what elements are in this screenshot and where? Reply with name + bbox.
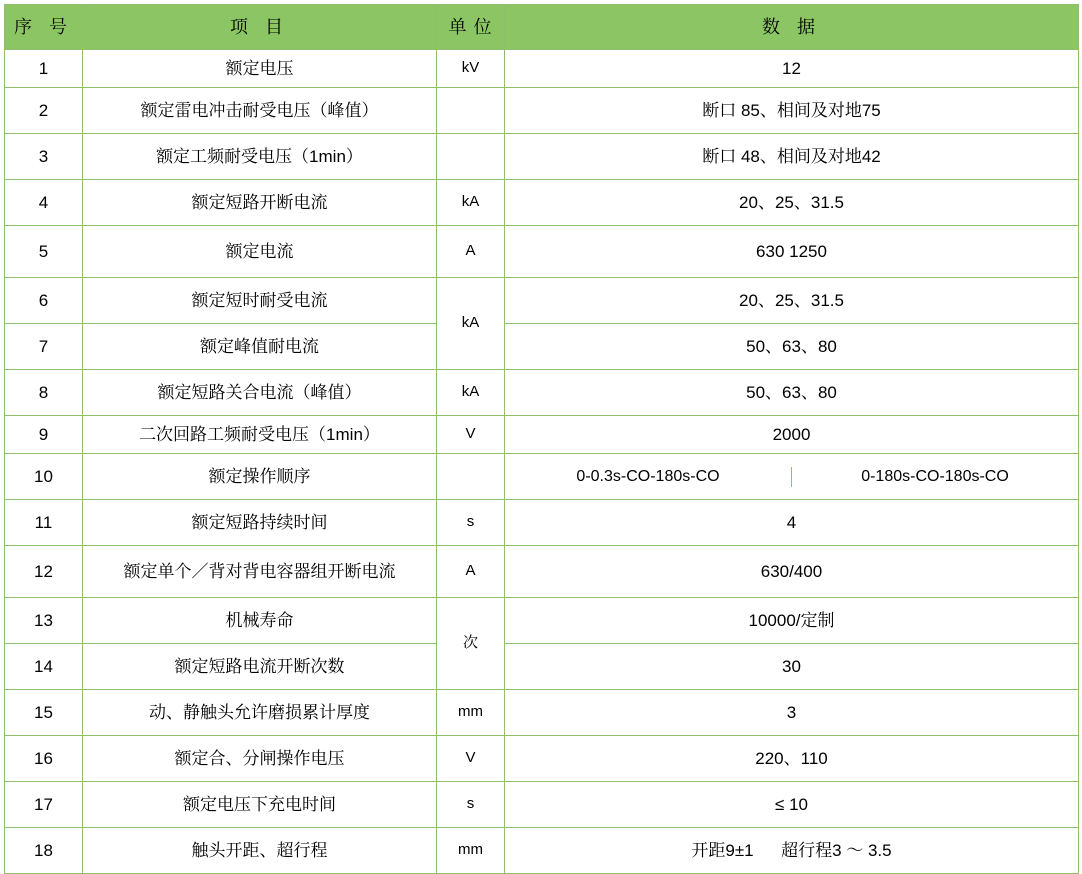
table-row xyxy=(5,226,1079,278)
row-number: 16 xyxy=(5,736,83,782)
row-data: 50、63、80 xyxy=(505,370,1079,416)
row-item: 触头开距、超行程 xyxy=(83,828,437,874)
row-number: 11 xyxy=(5,500,83,546)
row-data: 10000/定制 xyxy=(505,598,1079,644)
row-data-part-a: 开距9±1 xyxy=(691,840,754,860)
row-number: 15 xyxy=(5,690,83,736)
split-data-cell xyxy=(505,467,1078,487)
row-data-right: 0-180s-CO-180s-CO xyxy=(861,467,1009,485)
row-item: 额定短路开断电流 xyxy=(83,180,437,226)
row-unit: mm xyxy=(437,690,505,736)
row-unit: A xyxy=(437,546,505,598)
row-data: 12 xyxy=(505,50,1079,88)
row-number: 10 xyxy=(5,454,83,500)
row-item: 额定短路持续时间 xyxy=(83,500,437,546)
row-number: 7 xyxy=(5,324,83,370)
row-number: 2 xyxy=(5,88,83,134)
row-unit: 次 xyxy=(437,598,505,690)
row-number: 8 xyxy=(5,370,83,416)
row-unit: s xyxy=(437,782,505,828)
header-cell-item: 项 目 xyxy=(83,5,437,50)
row-unit xyxy=(437,454,505,500)
row-unit: kA xyxy=(437,370,505,416)
header-cell-data: 数 据 xyxy=(505,5,1079,50)
row-data: 20、25、31.5 xyxy=(505,180,1079,226)
row-data: 50、63、80 xyxy=(505,324,1079,370)
row-item: 额定雷电冲击耐受电压（峰值） xyxy=(83,88,437,134)
row-number: 17 xyxy=(5,782,83,828)
table-row xyxy=(5,370,1079,416)
row-item: 额定短时耐受电流 xyxy=(83,278,437,324)
row-data-left: 0-0.3s-CO-180s-CO xyxy=(505,467,792,487)
row-item: 额定峰值耐电流 xyxy=(83,324,437,370)
table-row xyxy=(5,134,1079,180)
table-row xyxy=(5,88,1079,134)
row-data: 3 xyxy=(505,690,1079,736)
row-number: 18 xyxy=(5,828,83,874)
table-row xyxy=(5,644,1079,690)
row-data: 2000 xyxy=(505,416,1079,454)
table-row xyxy=(5,690,1079,736)
row-unit xyxy=(437,88,505,134)
row-data xyxy=(505,828,1079,874)
row-number: 9 xyxy=(5,416,83,454)
row-item: 额定操作顺序 xyxy=(83,454,437,500)
row-data xyxy=(505,454,1079,500)
table-row xyxy=(5,454,1079,500)
row-item: 额定短路电流开断次数 xyxy=(83,644,437,690)
row-number: 6 xyxy=(5,278,83,324)
specification-table xyxy=(4,4,1079,874)
row-data: 220、110 xyxy=(505,736,1079,782)
row-item: 额定合、分闸操作电压 xyxy=(83,736,437,782)
table-header xyxy=(5,5,1079,50)
row-item: 额定工频耐受电压（1min） xyxy=(83,134,437,180)
row-item: 动、静触头允许磨损累计厚度 xyxy=(83,690,437,736)
table-row xyxy=(5,736,1079,782)
row-unit xyxy=(437,134,505,180)
row-data: 30 xyxy=(505,644,1079,690)
row-data-part-b: 超行程3 ～ 3.5 xyxy=(781,840,892,860)
row-number: 14 xyxy=(5,644,83,690)
row-data: 630/400 xyxy=(505,546,1079,598)
row-unit: A xyxy=(437,226,505,278)
row-number: 13 xyxy=(5,598,83,644)
row-data: 断口 85、相间及对地75 xyxy=(505,88,1079,134)
row-item: 额定单个／背对背电容器组开断电流 xyxy=(83,546,437,598)
header-row xyxy=(5,5,1079,50)
row-number: 12 xyxy=(5,546,83,598)
row-item: 机械寿命 xyxy=(83,598,437,644)
row-item: 额定电压下充电时间 xyxy=(83,782,437,828)
row-data: ≤ 10 xyxy=(505,782,1079,828)
header-cell-no: 序 号 xyxy=(5,5,83,50)
header-cell-unit: 单 位 xyxy=(437,5,505,50)
row-number: 4 xyxy=(5,180,83,226)
row-unit: kV xyxy=(437,50,505,88)
row-unit: kA xyxy=(437,278,505,370)
table-row xyxy=(5,828,1079,874)
row-item: 额定电流 xyxy=(83,226,437,278)
row-unit: mm xyxy=(437,828,505,874)
row-data: 断口 48、相间及对地42 xyxy=(505,134,1079,180)
table-body xyxy=(5,50,1079,874)
row-data: 20、25、31.5 xyxy=(505,278,1079,324)
table-row xyxy=(5,50,1079,88)
row-number: 3 xyxy=(5,134,83,180)
table-row xyxy=(5,324,1079,370)
row-item: 额定电压 xyxy=(83,50,437,88)
row-unit: s xyxy=(437,500,505,546)
table-row xyxy=(5,598,1079,644)
row-data: 4 xyxy=(505,500,1079,546)
row-data: 630 1250 xyxy=(505,226,1079,278)
table-row xyxy=(5,416,1079,454)
row-item: 额定短路关合电流（峰值） xyxy=(83,370,437,416)
table-row xyxy=(5,278,1079,324)
table-row xyxy=(5,782,1079,828)
row-unit: V xyxy=(437,736,505,782)
table-row xyxy=(5,180,1079,226)
row-unit: V xyxy=(437,416,505,454)
row-number: 1 xyxy=(5,50,83,88)
row-item: 二次回路工频耐受电压（1min） xyxy=(83,416,437,454)
row-unit: kA xyxy=(437,180,505,226)
table-row xyxy=(5,500,1079,546)
table-row xyxy=(5,546,1079,598)
row-number: 5 xyxy=(5,226,83,278)
